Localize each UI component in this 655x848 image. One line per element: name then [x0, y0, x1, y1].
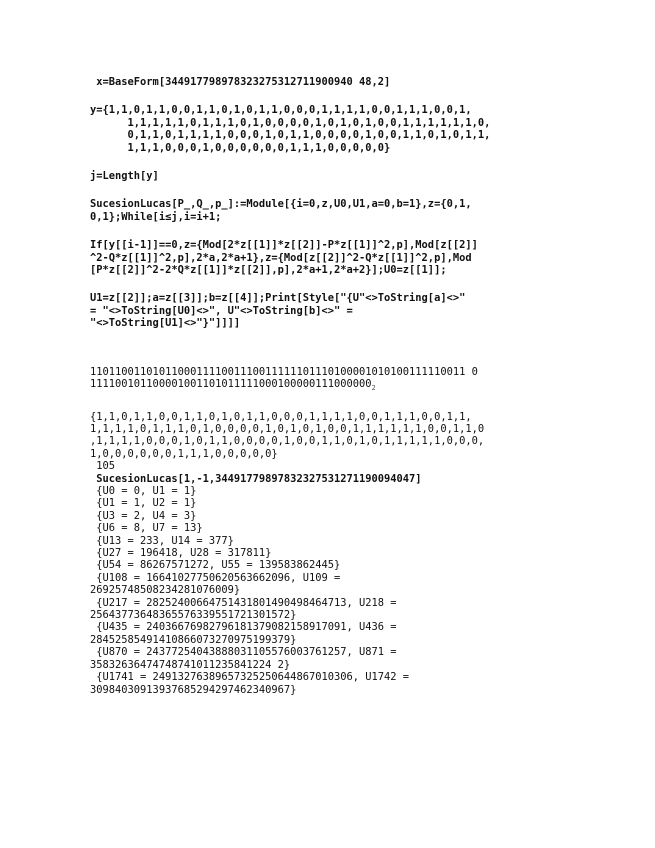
input-x-definition[interactable]: x=BaseForm[344917798978323275312711900940 48,2] — [90, 76, 391, 88]
result-line: {U27 = 196418, U28 = 317811} — [90, 547, 272, 560]
input-if-statement[interactable]: If[y[[i-1]]==0,z={Mod[2*z[[1]]*z[[2]]-P*z[[1]]^2,p],Mod[z[[2]] ^2-Q*z[[1]]^2,p],2*a,2*a+1},z={Mod[z[[2]]^2-Q*z[[1]]^2,p],Mod [P*z[[2]]^2-2*Q*z[[1]]*z[[2]],p],2*a+1,2*a+2}];U0=z[[1]]; — [90, 239, 478, 277]
result-line: {U54 = 86267571272, U55 = 139583862445} — [90, 559, 341, 572]
result-line: {U0 = 0, U1 = 1} — [90, 485, 197, 498]
result-line: {U1 = 1, U2 = 1} — [90, 497, 197, 510]
result-line: {U6 = 8, U7 = 13} — [90, 522, 203, 535]
result-line: {U108 = 16641027750620563662096, U109 = 26925748508234281076009} — [90, 571, 341, 597]
binary-base-subscript: 2 — [371, 384, 376, 393]
spacer — [90, 182, 570, 198]
result-line: {U435 = 24036676982796181379082158917091, U436 = 28452585491410866073270975199379} — [90, 621, 397, 646]
output-binary-line-1: 110110011010110001111001110011111101110100001010100111110011 0 — [90, 365, 478, 378]
spacer — [90, 354, 570, 366]
result-line: {U3 = 2, U4 = 3} — [90, 509, 197, 522]
notebook-page — [90, 76, 570, 696]
input-y-definition[interactable]: y={1,1,0,1,1,0,0,1,1,0,1,0,1,1,0,0,0,1,1,1,1,0,0,1,1,1,0,0,1, 1,1,1,1,1,0,1,1,1,0,1,0,0,0,0,1,0,1,0,1,0,0,1,1,1,1,1,1,0, 0,1,1,0,1,1,1,1,0,0,0,1,0,1,1,0,0,0,0,1,0,0,1,1,0,1,0,1,1, 1,1,1,0,0,0,1,0,0,0,0,0,0,1,1,1,0,0,0,0,0} — [90, 104, 491, 154]
result-line: {U870 = 24377254043888031105576003761257, U871 = 35832636474748741011235841224 2} — [90, 646, 397, 671]
spacer — [90, 330, 570, 354]
input-print-statement[interactable]: U1=z[[2]];a=z[[3]];b=z[[4]];Print[Style["{U"<>ToString[a]<>" = "<>ToString[U0]<>", U"<>ToString[b]<>" = "<>ToString[U1]<>"}"]]]] — [90, 292, 466, 330]
input-sucesion-lucas-call[interactable]: SucesionLucas[1,-1,34491779897832327531271190094047] — [90, 472, 422, 485]
output-binary-line-2 — [90, 378, 570, 394]
result-line: {U1741 = 24913276389657325250644867010306, U1742 = 30984030913937685294297462340967} — [90, 671, 410, 696]
spacer — [90, 223, 570, 239]
spacer — [90, 395, 570, 411]
result-line: {U217 = 28252400664751431801490498464713, U218 = 25643773648365576339551721301572} — [90, 596, 397, 622]
spacer — [90, 276, 570, 292]
input-j-definition[interactable]: j=Length[y] — [90, 170, 159, 183]
results-list — [90, 485, 570, 696]
binary-digits: 111100101100001001101011111000100000111000000 — [90, 378, 372, 391]
output-length: 105 — [90, 460, 116, 473]
result-line: {U13 = 233, U14 = 377} — [90, 534, 234, 547]
output-list: {1,1,0,1,1,0,0,1,1,0,1,0,1,1,0,0,0,1,1,1,1,0,0,1,1,1,0,0,1,1, 1,1,1,1,0,1,1,1,0,1,0,0,0,0,1,0,1,0,1,0,0,1,1,1,1,1,1,0,0,1,1,0 ,1,1,1,1,0,0,0,1,0,1,1,0,0,0,0,1,0,0,1,1,0,1,0,1,1,1,1,1,0,0,0, 1,0,0,0,0,0,0,1,1,1,0,0,0,0,0} — [90, 410, 485, 460]
input-sucesion-lucas-definition[interactable]: SucesionLucas[P_,Q_,p_]:=Module[{i=0,z,U0,U1,a=0,b=1},z={0,1, 0,1};While[i≤j,i=i+1; — [90, 198, 472, 223]
spacer — [90, 88, 570, 104]
spacer — [90, 154, 570, 170]
